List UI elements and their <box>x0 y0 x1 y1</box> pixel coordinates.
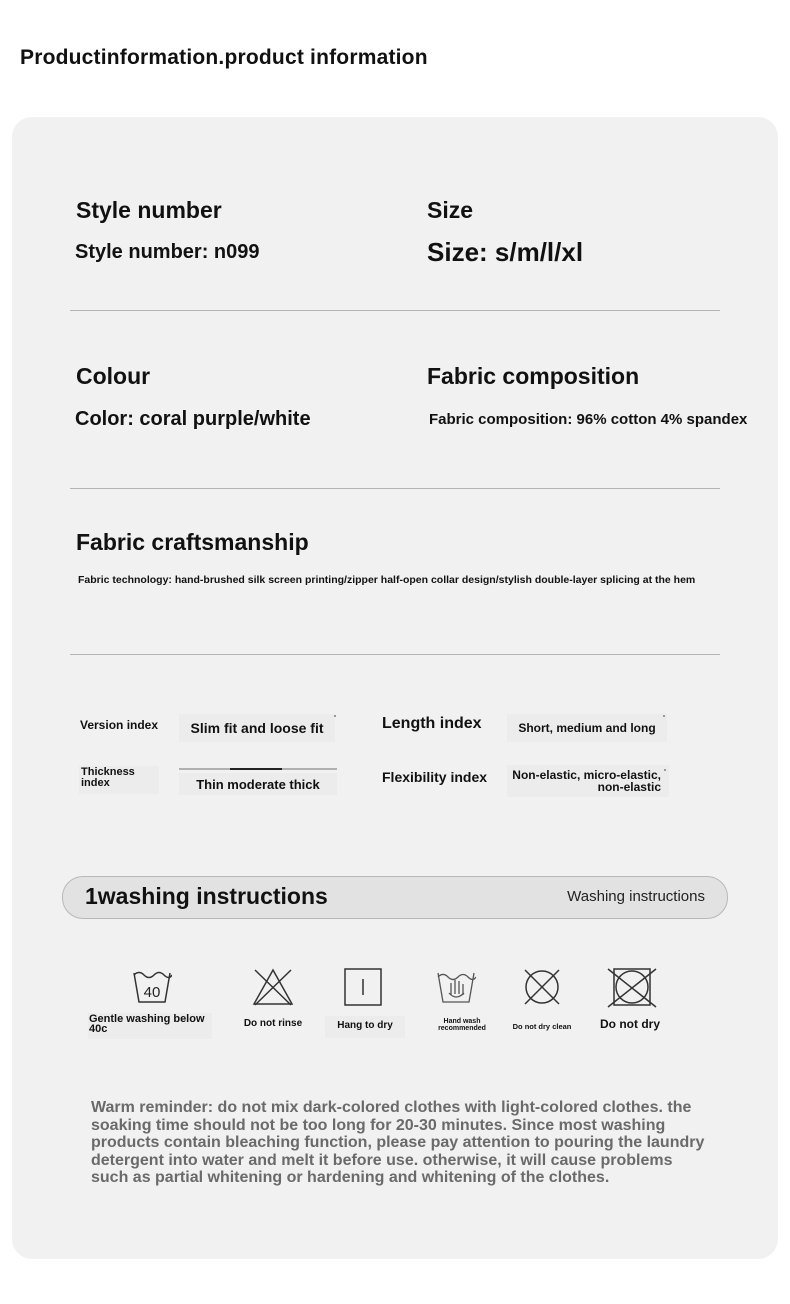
length-index-value: Short, medium and long <box>507 714 667 742</box>
divider <box>70 488 720 489</box>
hang-dry-caption: Hang to dry <box>337 1020 393 1031</box>
divider <box>70 654 720 655</box>
thickness-scale <box>179 768 337 770</box>
no-bleach-icon <box>251 967 295 1007</box>
fabric-composition-heading: Fabric composition <box>427 363 640 389</box>
tick-mark <box>334 715 336 717</box>
colour-heading: Colour <box>76 363 151 389</box>
length-index-label: Length index <box>382 715 482 732</box>
no-tumble-dry-icon <box>606 967 658 1009</box>
craftsmanship-value: Fabric technology: hand-brushed silk screen printing/zipper half-open collar design/stylish double-layer splicing at the hem <box>78 574 696 586</box>
washing-subtitle: Washing instructions <box>567 888 705 905</box>
tick-mark <box>663 715 665 717</box>
hand-wash-caption: Hand wash recommended <box>438 1018 486 1032</box>
no-dry-clean-caption: Do not dry clean <box>512 1022 572 1031</box>
size-heading: Size <box>427 197 474 223</box>
thickness-index-label: Thickness index <box>81 766 135 789</box>
divider <box>70 310 720 311</box>
wash-temperature-number: 40 <box>143 984 161 1001</box>
size-value: Size: s/m/l/xl <box>427 237 584 267</box>
version-index-label: Version index <box>80 718 159 732</box>
page-title: Productinformation.product information <box>20 46 428 69</box>
thickness-scale-marker <box>230 768 282 770</box>
washing-instructions-banner <box>62 876 728 919</box>
wash-40-icon <box>132 969 172 1005</box>
no-dry-clean-icon <box>522 967 562 1007</box>
thickness-index-value: Thin moderate thick <box>179 773 337 795</box>
flexibility-index-label: Flexibility index <box>382 769 488 785</box>
version-index-value: Slim fit and loose fit <box>179 714 335 742</box>
hang-dry-icon <box>343 967 383 1007</box>
colour-value: Color: coral purple/white <box>75 408 311 430</box>
no-tumble-dry-caption: Do not dry <box>600 1017 660 1031</box>
craftsmanship-heading: Fabric craftsmanship <box>76 529 309 555</box>
no-bleach-caption: Do not rinse <box>243 1018 303 1029</box>
washing-title: 1washing instructions <box>85 883 328 909</box>
flexibility-index-value: Non-elastic, micro-elastic, non-elastic <box>512 768 661 794</box>
wash-40-caption: Gentle washing below 40c <box>89 1013 205 1035</box>
warm-reminder: Warm reminder: do not mix dark-colored clothes with light-colored clothes. the soaking time should not be too long for 20-30 minutes. Since most washing products contain bleaching function, please pay attention to pouring the laundry detergent into water and melt it before use. otherwise, it will cause problems such as partial whitening or hardening and whitening of the clothes. <box>91 1099 705 1187</box>
fabric-composition-value: Fabric composition: 96% cotton 4% spandex <box>429 411 748 428</box>
product-info-card <box>12 117 778 1259</box>
style-number-heading: Style number <box>76 197 222 223</box>
tick-mark <box>664 769 666 771</box>
hand-wash-icon <box>436 969 476 1005</box>
style-number-value: Style number: n099 <box>75 241 260 263</box>
